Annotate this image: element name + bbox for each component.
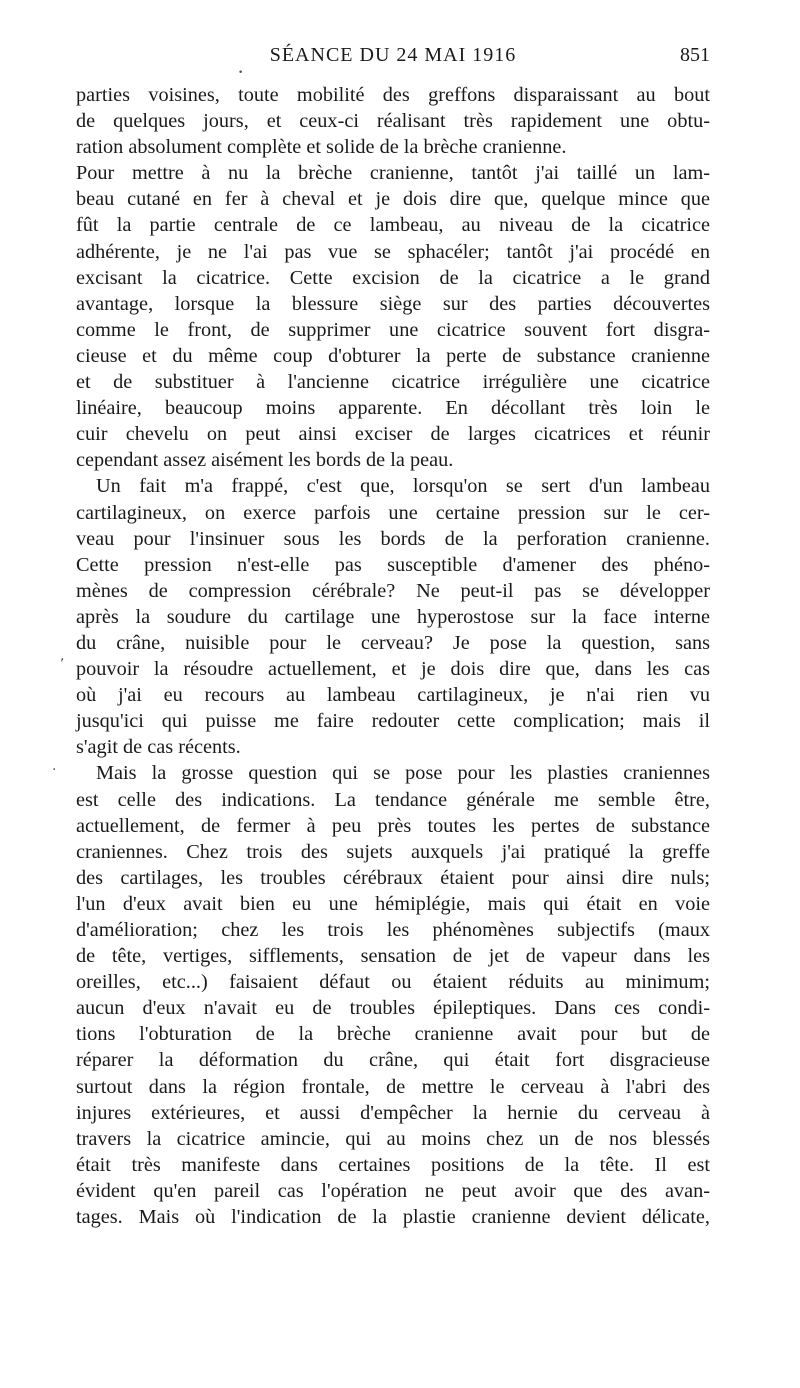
text-line: travers la cicatrice amincie, qui au moins chez un de nos blessés — [76, 1127, 710, 1150]
text-line: tions l'obturation de la brèche cranienne avait pour but de — [76, 1023, 710, 1046]
margin-mark: . — [52, 758, 57, 774]
text-line: tages. Mais où l'indication de la plastie cranienne devient délicate, — [76, 1206, 710, 1229]
text-line: évident qu'en pareil cas l'opération ne peut avoir que des avan- — [76, 1179, 710, 1202]
text-line: de tête, vertiges, sifflements, sensation de jet de vapeur dans les — [76, 945, 710, 968]
text-line: comme le front, de supprimer une cicatrice souvent fort disgra- — [76, 318, 710, 341]
text-line: avantage, lorsque la blessure siège sur des parties découvertes — [76, 292, 710, 315]
text-line: Pour mettre à nu la brèche cranienne, tantôt j'ai taillé un lam- — [76, 162, 710, 185]
text-line: veau pour l'insinuer sous les bords de la perforation cranienne. — [76, 527, 710, 550]
text-line: pouvoir la résoudre actuellement, et je dois dire que, dans les cas — [76, 658, 710, 681]
running-title: SÉANCE DU 24 MAI 1916 — [269, 44, 517, 66]
text-line: cuir chevelu on peut ainsi exciser de larges cicatrices et réunir — [76, 423, 710, 446]
text-line: mènes de compression cérébrale? Ne peut-il pas se développer — [76, 579, 710, 602]
text-line: jusqu'ici qui puisse me faire redouter cette complication; mais il — [76, 710, 710, 733]
text-line: oreilles, etc...) faisaient défaut ou étaient réduits au minimum; — [76, 971, 710, 994]
text-line: de quelques jours, et ceux-ci réalisant très rapidement une obtu- — [76, 110, 710, 133]
text-line: surtout dans la région frontale, de mettre le cerveau à l'abri des — [76, 1075, 710, 1098]
page-number: 851 — [680, 44, 710, 66]
text-line: après la soudure du cartilage une hyperostose sur la face interne — [76, 605, 710, 628]
text-line: Un fait m'a frappé, c'est que, lorsqu'on se sert d'un lambeau — [96, 475, 710, 498]
text-line: parties voisines, toute mobilité des greffons disparaissant au bout — [76, 84, 710, 106]
text-line: cartilagineux, on exerce parfois une certaine pression sur le cer- — [76, 501, 710, 524]
text-line: beau cutané en fer à cheval et je dois dire que, quelque mince que — [76, 188, 710, 211]
text-line: cependant assez aisément les bords de la peau. — [76, 449, 454, 472]
text-line: où j'ai eu recours au lambeau cartilagineux, je n'ai rien vu — [76, 684, 710, 707]
text-line: excisant la cicatrice. Cette excision de la cicatrice a le grand — [76, 266, 710, 289]
margin-mark: , — [60, 648, 65, 664]
text-line: Cette pression n'est-elle pas susceptible d'amener des phéno- — [76, 553, 710, 576]
text-line: actuellement, de fermer à peu près toutes les pertes de substance — [76, 814, 710, 837]
text-line: injures extérieures, et aussi d'empêcher la hernie du cerveau à — [76, 1101, 710, 1124]
text-line: était très manifeste dans certaines positions de la tête. Il est — [76, 1153, 710, 1176]
text-line: du crâne, nuisible pour le cerveau? Je pose la question, sans — [76, 631, 710, 654]
text-line: adhérente, je ne l'ai pas vue se sphacéler; tantôt j'ai procédé en — [76, 240, 710, 263]
text-line: réparer la déformation du crâne, qui était fort disgracieuse — [76, 1049, 710, 1072]
print-speck-mark: • — [238, 68, 244, 78]
text-line: cieuse et du même coup d'obturer la perte de substance cranienne — [76, 344, 710, 367]
text-line: des cartilages, les troubles cérébraux étaient pour ainsi dire nuls; — [76, 866, 710, 889]
text-line: l'un d'eux avait bien eu une hémiplégie, mais qui était en voie — [76, 892, 710, 915]
text-line: craniennes. Chez trois des sujets auxquels j'ai pratiqué la greffe — [76, 840, 710, 863]
text-line: s'agit de cas récents. — [76, 736, 241, 759]
text-line: est celle des indications. La tendance générale me semble être, — [76, 788, 710, 811]
text-line: fût la partie centrale de ce lambeau, au niveau de la cicatrice — [76, 214, 710, 237]
text-line: et de substituer à l'ancienne cicatrice irrégulière une cicatrice — [76, 371, 710, 394]
text-line: d'amélioration; chez les trois les phénomènes subjectifs (maux — [76, 919, 710, 941]
text-line: aucun d'eux n'avait eu de troubles épileptiques. Dans ces condi- — [76, 997, 710, 1020]
text-line: Mais la grosse question qui se pose pour les plasties craniennes — [96, 762, 710, 785]
text-line: linéaire, beaucoup moins apparente. En décollant très loin le — [76, 397, 710, 420]
body-text — [76, 82, 710, 1230]
text-line: ration absolument complète et solide de la brèche cranienne. — [76, 136, 567, 159]
page-header — [76, 44, 710, 70]
